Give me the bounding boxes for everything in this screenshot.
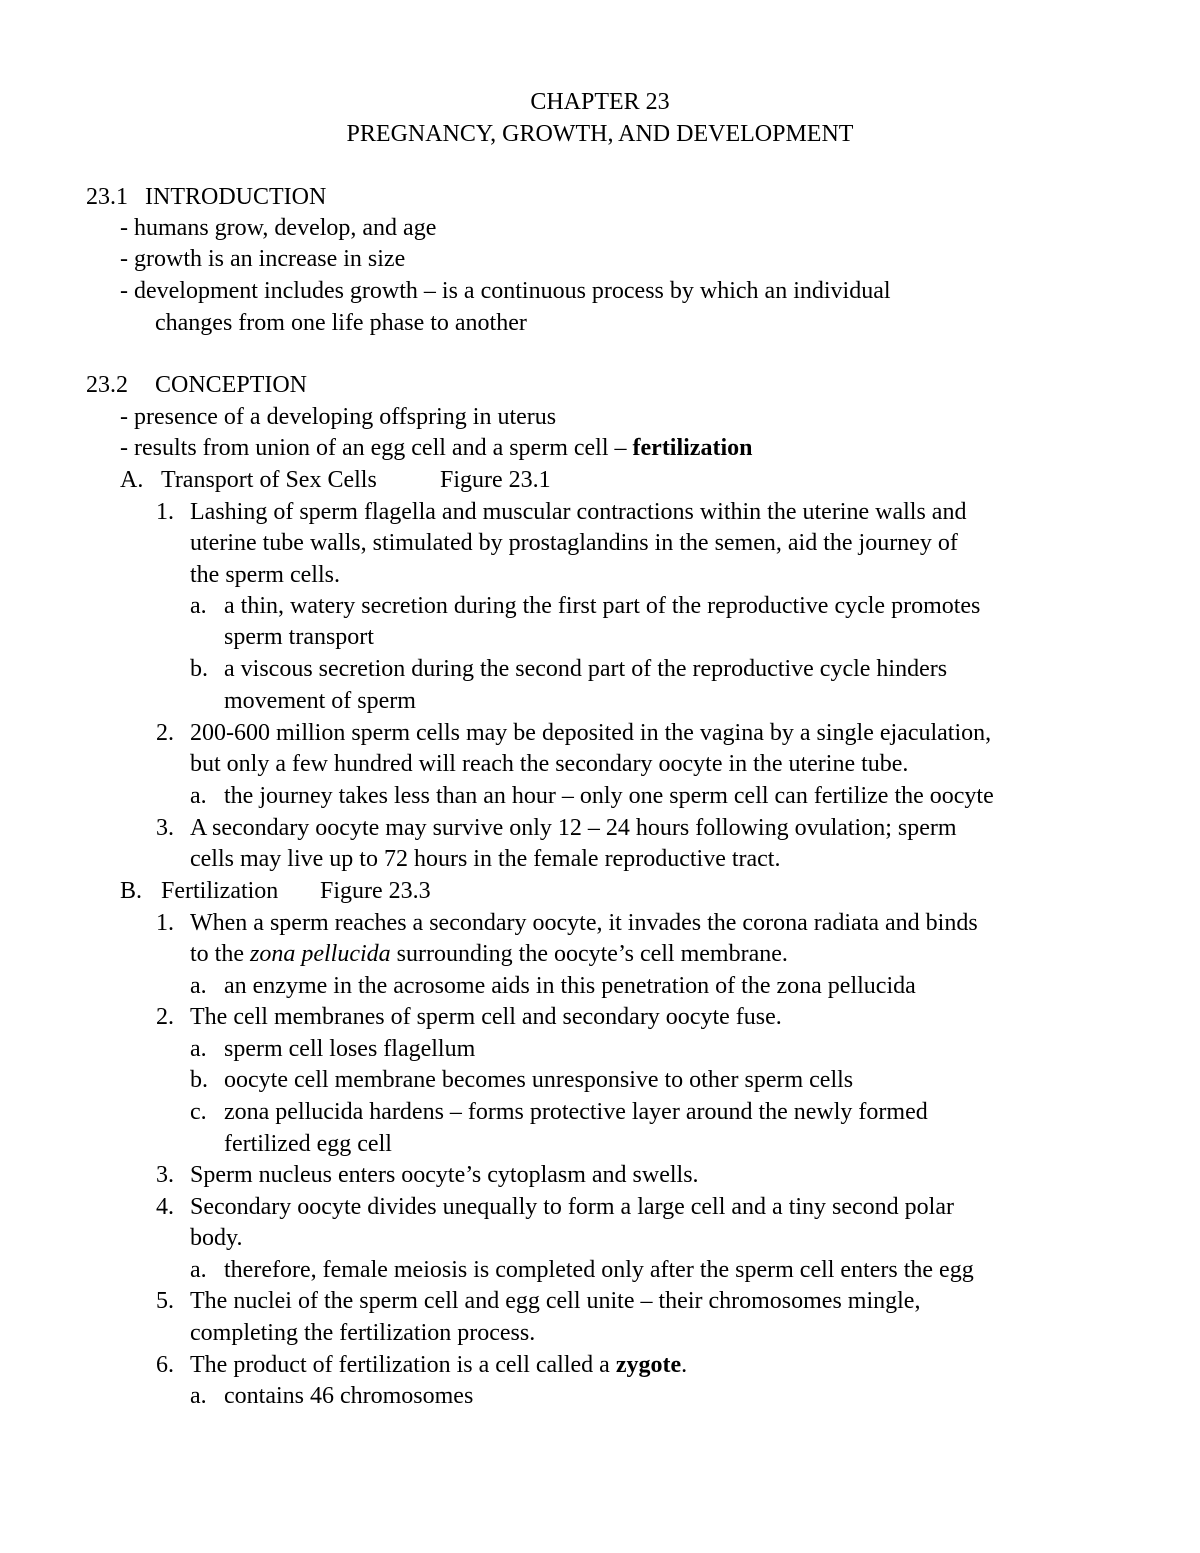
figure-reference: Figure 23.1: [440, 467, 551, 493]
item-line: Secondary oocyte divides unequally to form a large cell and a tiny second polar: [190, 1194, 954, 1220]
subitem-line: therefore, female meiosis is completed only after the sperm cell enters the egg: [224, 1257, 974, 1283]
item-line: [190, 1350, 687, 1380]
subsection-marker: A.: [120, 467, 144, 493]
item-marker: 6.: [156, 1352, 174, 1378]
term-zona-pellucida: zona pellucida: [250, 941, 391, 967]
item-line: completing the fertilization process.: [190, 1320, 536, 1346]
item-marker: 1.: [156, 499, 174, 525]
item-line: 200-600 million sperm cells may be deposited in the vagina by a single ejaculation,: [190, 720, 992, 746]
bullet-line: [120, 433, 752, 463]
item-line: Lashing of sperm flagella and muscular contractions within the uterine walls and: [190, 499, 967, 525]
subitem-marker: a.: [190, 1383, 207, 1409]
subitem-line: movement of sperm: [224, 688, 416, 714]
item-marker: 3.: [156, 815, 174, 841]
subsection-title: Transport of Sex Cells: [161, 467, 377, 493]
subitem-line: contains 46 chromosomes: [224, 1383, 474, 1409]
item-marker: 1.: [156, 910, 174, 936]
subitem-marker: a.: [190, 973, 207, 999]
subitem-line: fertilized egg cell: [224, 1131, 392, 1157]
chapter-title: PREGNANCY, GROWTH, AND DEVELOPMENT: [346, 121, 854, 147]
subsection-marker: B.: [120, 878, 143, 904]
item-marker: 2.: [156, 1004, 174, 1030]
item-text: to the: [190, 941, 250, 967]
bullet-continuation: changes from one life phase to another: [155, 310, 527, 336]
chapter-label: CHAPTER 23: [530, 89, 670, 115]
subitem-line: a thin, watery secretion during the first part of the reproductive cycle promotes: [224, 593, 981, 619]
bullet-line: - humans grow, develop, and age: [120, 215, 437, 241]
term-zygote: zygote: [615, 1352, 682, 1378]
item-line: A secondary oocyte may survive only 12 – 24 hours following ovulation; sperm: [190, 815, 957, 841]
section-number: 23.2: [86, 372, 128, 398]
bullet-line: - presence of a developing offspring in uterus: [120, 404, 557, 430]
section-heading: INTRODUCTION: [145, 184, 327, 210]
item-line: The nuclei of the sperm cell and egg cell unite – their chromosomes mingle,: [190, 1288, 921, 1314]
item-line: the sperm cells.: [190, 562, 340, 588]
subitem-marker: c.: [190, 1099, 207, 1125]
item-marker: 3.: [156, 1162, 174, 1188]
item-text: .: [681, 1352, 688, 1378]
subitem-marker: b.: [190, 1067, 208, 1093]
item-marker: 5.: [156, 1288, 174, 1314]
item-line: When a sperm reaches a secondary oocyte, it invades the corona radiata and binds: [190, 910, 978, 936]
subitem-line: sperm transport: [224, 624, 374, 650]
item-line: body.: [190, 1225, 243, 1251]
section-heading: CONCEPTION: [155, 372, 308, 398]
subitem-line: oocyte cell membrane becomes unresponsive to other sperm cells: [224, 1067, 854, 1093]
figure-reference: Figure 23.3: [320, 878, 431, 904]
subitem-line: sperm cell loses flagellum: [224, 1036, 476, 1062]
bullet-line: - development includes growth – is a continuous process by which an individual: [120, 278, 891, 304]
item-text: surrounding the oocyte’s cell membrane.: [390, 941, 788, 967]
subitem-line: an enzyme in the acrosome aids in this penetration of the zona pellucida: [224, 973, 916, 999]
bullet-line: - growth is an increase in size: [120, 246, 406, 272]
subitem-line: a viscous secretion during the second part of the reproductive cycle hinders: [224, 656, 948, 682]
item-line: but only a few hundred will reach the secondary oocyte in the uterine tube.: [190, 751, 909, 777]
subitem-marker: a.: [190, 783, 207, 809]
section-number: 23.1: [86, 184, 128, 210]
subitem-marker: a.: [190, 593, 207, 619]
subitem-line: zona pellucida hardens – forms protective layer around the newly formed: [224, 1099, 928, 1125]
item-marker: 4.: [156, 1194, 174, 1220]
subitem-marker: a.: [190, 1257, 207, 1283]
item-line: uterine tube walls, stimulated by prostaglandins in the semen, aid the journey of: [190, 530, 958, 556]
item-marker: 2.: [156, 720, 174, 746]
subitem-line: the journey takes less than an hour – only one sperm cell can fertilize the oocyte: [224, 783, 994, 809]
item-line: [190, 939, 788, 969]
subsection-title: Fertilization: [161, 878, 279, 904]
subitem-marker: a.: [190, 1036, 207, 1062]
item-text: The product of fertilization is a cell called a: [190, 1352, 616, 1378]
item-line: cells may live up to 72 hours in the female reproductive tract.: [190, 846, 781, 872]
subitem-marker: b.: [190, 656, 208, 682]
item-line: Sperm nucleus enters oocyte’s cytoplasm and swells.: [190, 1162, 699, 1188]
bullet-text: - results from union of an egg cell and a sperm cell –: [120, 435, 633, 461]
term-fertilization: fertilization: [632, 435, 753, 461]
item-line: The cell membranes of sperm cell and secondary oocyte fuse.: [190, 1004, 782, 1030]
